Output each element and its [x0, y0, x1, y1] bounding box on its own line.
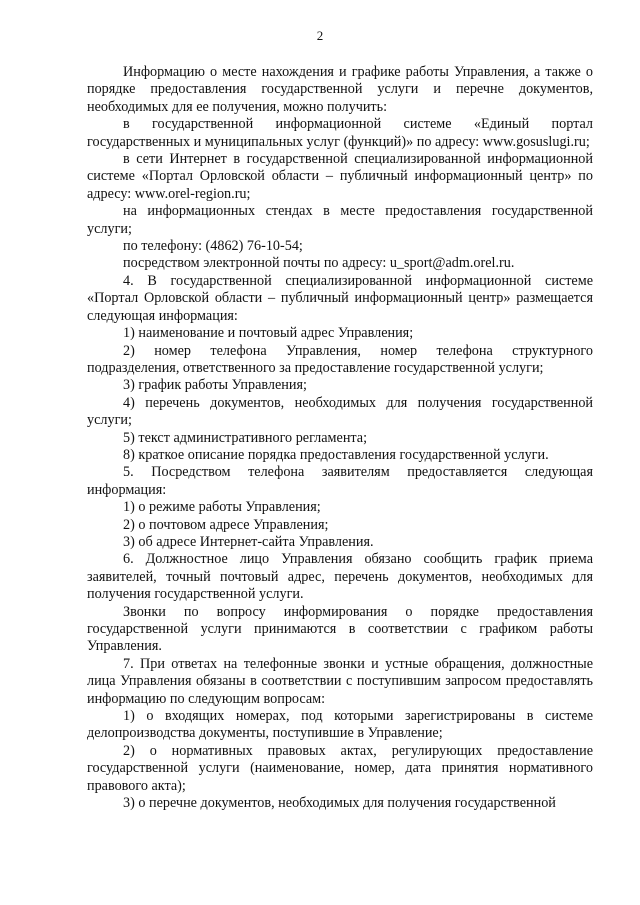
paragraph-section-7: 7. При ответах на телефонные звонки и устные обращения, должностные лица Управления обязаны в соответствии с поступившим запросом предоставлять информацию по следующим вопросам: [87, 655, 593, 707]
list-item: 3) график работы Управления; [123, 377, 307, 394]
list-item: 1) о режиме работы Управления; [123, 499, 321, 516]
document-body [87, 64, 593, 812]
paragraph-section-6: 6. Должностное лицо Управления обязано сообщить график приема заявителей, точный почтовый адрес, перечень документов, необходимых для получения государственной услуги. [87, 551, 593, 603]
list-item: 3) об адресе Интернет-сайта Управления. [123, 533, 374, 550]
paragraph-info-intro: Информацию о месте нахождения и графике работы Управления, а также о порядке предоставления государственной услуги и перечне документов, необходимых для ее получения, можно получить: [87, 64, 593, 115]
paragraph-email: посредством электронной почты по адресу: u_sport@adm.orel.ru. [123, 255, 515, 272]
paragraph-calls: Звонки по вопросу информирования о порядке предоставления государственной услуги принимаются в соответствии с графиком работы Управления. [87, 603, 593, 655]
list-item: 8) краткое описание порядка предоставления государственной услуги. [123, 446, 549, 463]
list-item: 2) номер телефона Управления, номер телефона структурного подразделения, ответственного за предоставление государственной услуги; [87, 342, 593, 376]
list-item: 5) текст административного регламента; [123, 429, 368, 446]
paragraph-info-stands: на информационных стендах в месте предоставления государственной услуги; [87, 203, 593, 237]
list-item: 2) о нормативных правовых актах, регулирующих предоставление государственной услуги (наименование, номер, дата принятия нормативного правового акта); [87, 742, 593, 794]
paragraph-phone: по телефону: (4862) 76-10-54; [123, 238, 303, 255]
page-number: 2 [316, 28, 324, 43]
list-item: 1) наименование и почтовый адрес Управления; [123, 325, 414, 342]
paragraph-gosuslugi: в государственной информационной системе «Единый портал государственных и муниципальных услуг (функций)» по адресу: www.gosuslugi.ru; [87, 116, 593, 150]
paragraph-section-5: 5. Посредством телефона заявителям предоставляется следующая информация: [87, 464, 593, 498]
paragraph-section-4: 4. В государственной специализированной информационной системе «Портал Орловской области – публичный информационный центр» размещается следующая информация: [87, 272, 593, 324]
list-item: 2) о почтовом адресе Управления; [123, 516, 329, 533]
list-item: 4) перечень документов, необходимых для получения государственной услуги; [87, 394, 593, 429]
paragraph-orel-region: в сети Интернет в государственной специализированной информационной системе «Портал Орловской области – публичный информационный центр» по адресу: www.orel-region.ru; [87, 151, 593, 202]
list-item: 3) о перечне документов, необходимых для получения государственной [123, 795, 556, 812]
list-item: 1) о входящих номерах, под которыми зарегистрированы в системе делопроизводства документы, поступившие в Управление; [87, 708, 593, 742]
